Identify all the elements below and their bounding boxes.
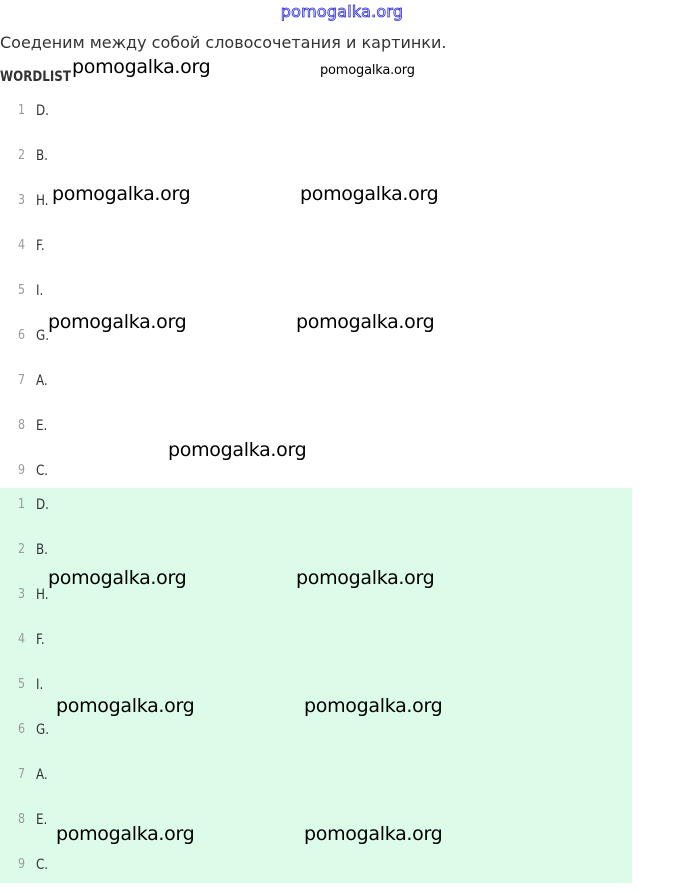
watermark-text: pomogalka.org bbox=[48, 311, 187, 333]
item-letter: D. bbox=[36, 103, 49, 119]
item-number: 7 bbox=[18, 373, 26, 388]
item-letter: B. bbox=[36, 542, 48, 558]
item-letter: F. bbox=[36, 632, 45, 648]
list-item bbox=[0, 363, 200, 408]
item-letter: G. bbox=[36, 328, 50, 344]
item-number: 4 bbox=[18, 238, 26, 253]
item-number: 1 bbox=[18, 497, 26, 512]
item-letter: H. bbox=[36, 587, 49, 603]
instruction-text: Соеденим между собой словосочетания и картинки. bbox=[0, 33, 447, 52]
list-item bbox=[0, 713, 200, 758]
watermark-text: pomogalka.org bbox=[56, 823, 195, 845]
item-number: 6 bbox=[18, 328, 26, 343]
item-number: 9 bbox=[18, 857, 26, 872]
list-item bbox=[0, 848, 200, 893]
list-item bbox=[0, 93, 200, 138]
item-number: 8 bbox=[18, 812, 26, 827]
item-number: 8 bbox=[18, 418, 26, 433]
item-letter: A. bbox=[36, 767, 48, 783]
item-letter: C. bbox=[36, 463, 49, 479]
watermark-text: pomogalka.org bbox=[48, 567, 187, 589]
item-number: 3 bbox=[18, 587, 26, 602]
watermark-text: pomogalka.org bbox=[168, 439, 307, 461]
site-header-link[interactable]: pomogalka.org bbox=[280, 2, 404, 21]
item-number: 2 bbox=[18, 542, 26, 557]
item-number: 7 bbox=[18, 767, 26, 782]
list-item bbox=[0, 623, 200, 668]
item-number: 5 bbox=[18, 677, 26, 692]
item-number: 5 bbox=[18, 283, 26, 298]
wordlist-heading: WORDLIST bbox=[0, 69, 71, 85]
watermark-text: pomogalka.org bbox=[56, 695, 195, 717]
item-letter: B. bbox=[36, 148, 48, 164]
item-letter: G. bbox=[36, 722, 50, 738]
watermark-text: pomogalka.org bbox=[52, 183, 191, 205]
item-number: 6 bbox=[18, 722, 26, 737]
question-wordlist bbox=[0, 93, 200, 498]
item-letter: F. bbox=[36, 238, 45, 254]
item-letter: I. bbox=[36, 677, 44, 693]
item-letter: E. bbox=[36, 812, 48, 828]
item-letter: E. bbox=[36, 418, 48, 434]
item-letter: H. bbox=[36, 193, 49, 209]
item-number: 2 bbox=[18, 148, 26, 163]
list-item bbox=[0, 488, 200, 533]
item-number: 3 bbox=[18, 193, 26, 208]
item-letter: C. bbox=[36, 857, 49, 873]
watermark-text: pomogalka.org bbox=[304, 823, 443, 845]
watermark-text: pomogalka.org bbox=[296, 311, 435, 333]
item-letter: A. bbox=[36, 373, 48, 389]
watermark-text: pomogalka.org bbox=[296, 567, 435, 589]
item-number: 4 bbox=[18, 632, 26, 647]
item-letter: D. bbox=[36, 497, 49, 513]
watermark-text: pomogalka.org bbox=[320, 63, 415, 78]
item-number: 9 bbox=[18, 463, 26, 478]
list-item bbox=[0, 138, 200, 183]
item-number: 1 bbox=[18, 103, 26, 118]
list-item bbox=[0, 228, 200, 273]
watermark-text: pomogalka.org bbox=[300, 183, 439, 205]
watermark-text: pomogalka.org bbox=[72, 56, 211, 78]
watermark-text: pomogalka.org bbox=[304, 695, 443, 717]
list-item bbox=[0, 758, 200, 803]
item-letter: I. bbox=[36, 283, 44, 299]
